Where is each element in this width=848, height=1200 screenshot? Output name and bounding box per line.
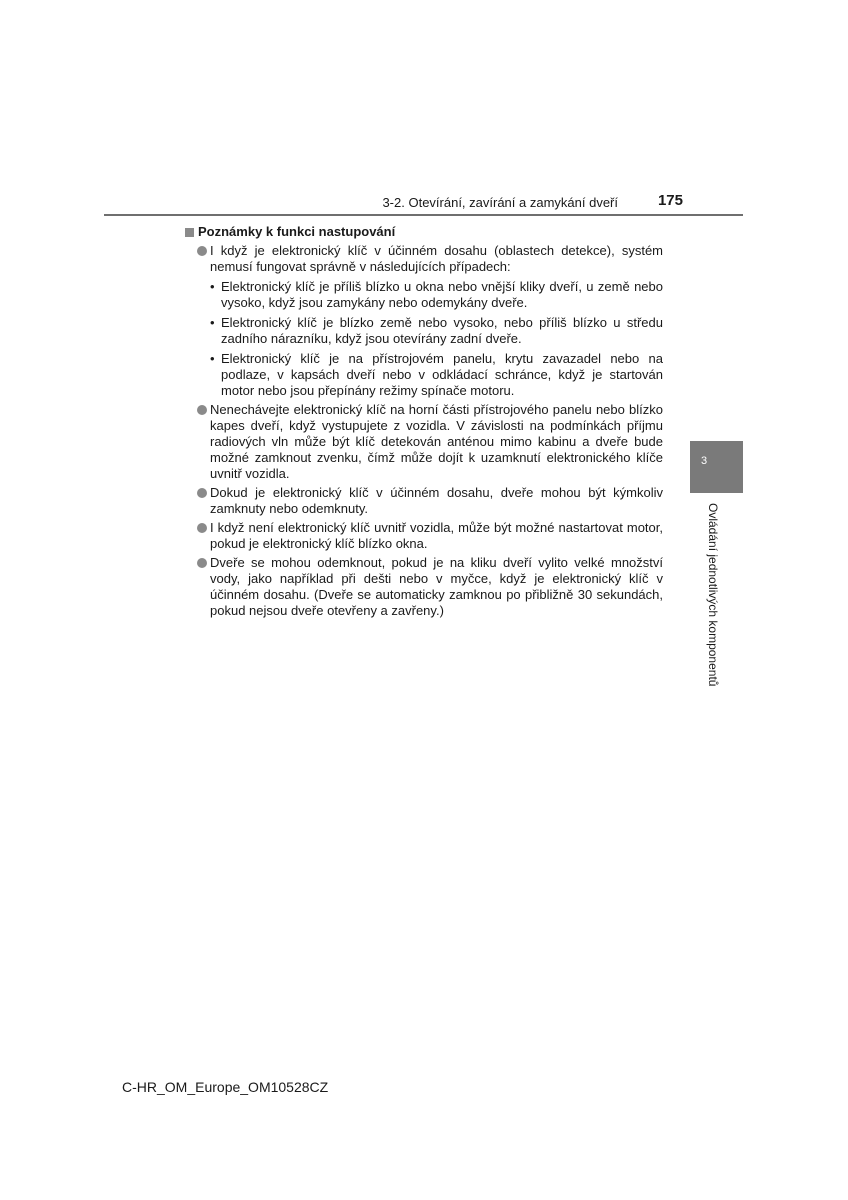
dot-bullet-icon: •: [210, 279, 215, 294]
note-item: [185, 243, 663, 275]
sub-note-text: Elektronický klíč je na přístrojovém panelu, krytu zavazadel nebo na podlaze, v kapsách dveří nebo v odkládací schránce, když je startován motor nebo jsou přepínány režimy spínače motoru.: [221, 351, 663, 398]
square-bullet-icon: [185, 228, 194, 237]
section-title: 3-2. Otevírání, zavírání a zamykání dveří: [382, 195, 618, 210]
note-text: I když je elektronický klíč v účinném dosahu (oblastech detekce), systém nemusí fungovat správně v následujících případech:: [210, 243, 663, 274]
sub-note-item: [185, 315, 663, 347]
sub-note-item: [185, 279, 663, 311]
chapter-number: 3: [700, 455, 708, 467]
sub-note-text: Elektronický klíč je blízko země nebo vysoko, nebo příliš blízko u středu zadního nárazníku, když jsou otevírány zadní dveře.: [221, 315, 663, 346]
circle-bullet-icon: [197, 246, 207, 256]
circle-bullet-icon: [197, 488, 207, 498]
page-number: 175: [657, 192, 683, 209]
note-text: Dveře se mohou odemknout, pokud je na kliku dveří vylito velké množství vody, jako například při dešti nebo v myčce, když je elektronický klíč v účinném dosahu. (Dveře se automaticky zamknou po přibližně 30 sekundách, pokud nejsou dveře otevřeny a zavřeny.): [210, 555, 663, 618]
dot-bullet-icon: •: [210, 315, 215, 330]
note-text: Dokud je elektronický klíč v účinném dosahu, dveře mohou být kýmkoliv zamknuty nebo odemknuty.: [210, 485, 663, 516]
note-item: [185, 555, 663, 619]
circle-bullet-icon: [197, 558, 207, 568]
sub-note-text: Elektronický klíč je příliš blízko u okna nebo vnější kliky dveří, u země nebo vysoko, když jsou zamykány nebo odemykány dveře.: [221, 279, 663, 310]
section-heading-text: Poznámky k funkci nastupování: [198, 224, 396, 239]
note-item: [185, 402, 663, 482]
circle-bullet-icon: [197, 405, 207, 415]
header-divider: [104, 214, 743, 216]
document-code: C-HR_OM_Europe_OM10528CZ: [122, 1079, 329, 1095]
note-item: [185, 485, 663, 517]
section-heading: [185, 224, 663, 240]
circle-bullet-icon: [197, 523, 207, 533]
notes-section: [185, 224, 663, 619]
note-item: [185, 520, 663, 552]
sub-note-item: [185, 351, 663, 399]
dot-bullet-icon: •: [210, 351, 215, 366]
chapter-title: Ovládání jednotlivých komponentů: [706, 503, 720, 687]
note-text: Nenechávejte elektronický klíč na horní části přístrojového panelu nebo blízko kapes dveří, když vystupujete z vozidla. V závislosti na podmínkách příjmu radiových vln může být klíč detekován anténou mimo kabinu a dveře bude možné zamknout zvenku, čímž může dojít k uzamknutí elektronického klíče uvnitř vozidla.: [210, 402, 663, 481]
note-text: I když není elektronický klíč uvnitř vozidla, může být možné nastartovat motor, pokud je elektronický klíč blízko okna.: [210, 520, 663, 551]
chapter-tab: [690, 441, 743, 493]
